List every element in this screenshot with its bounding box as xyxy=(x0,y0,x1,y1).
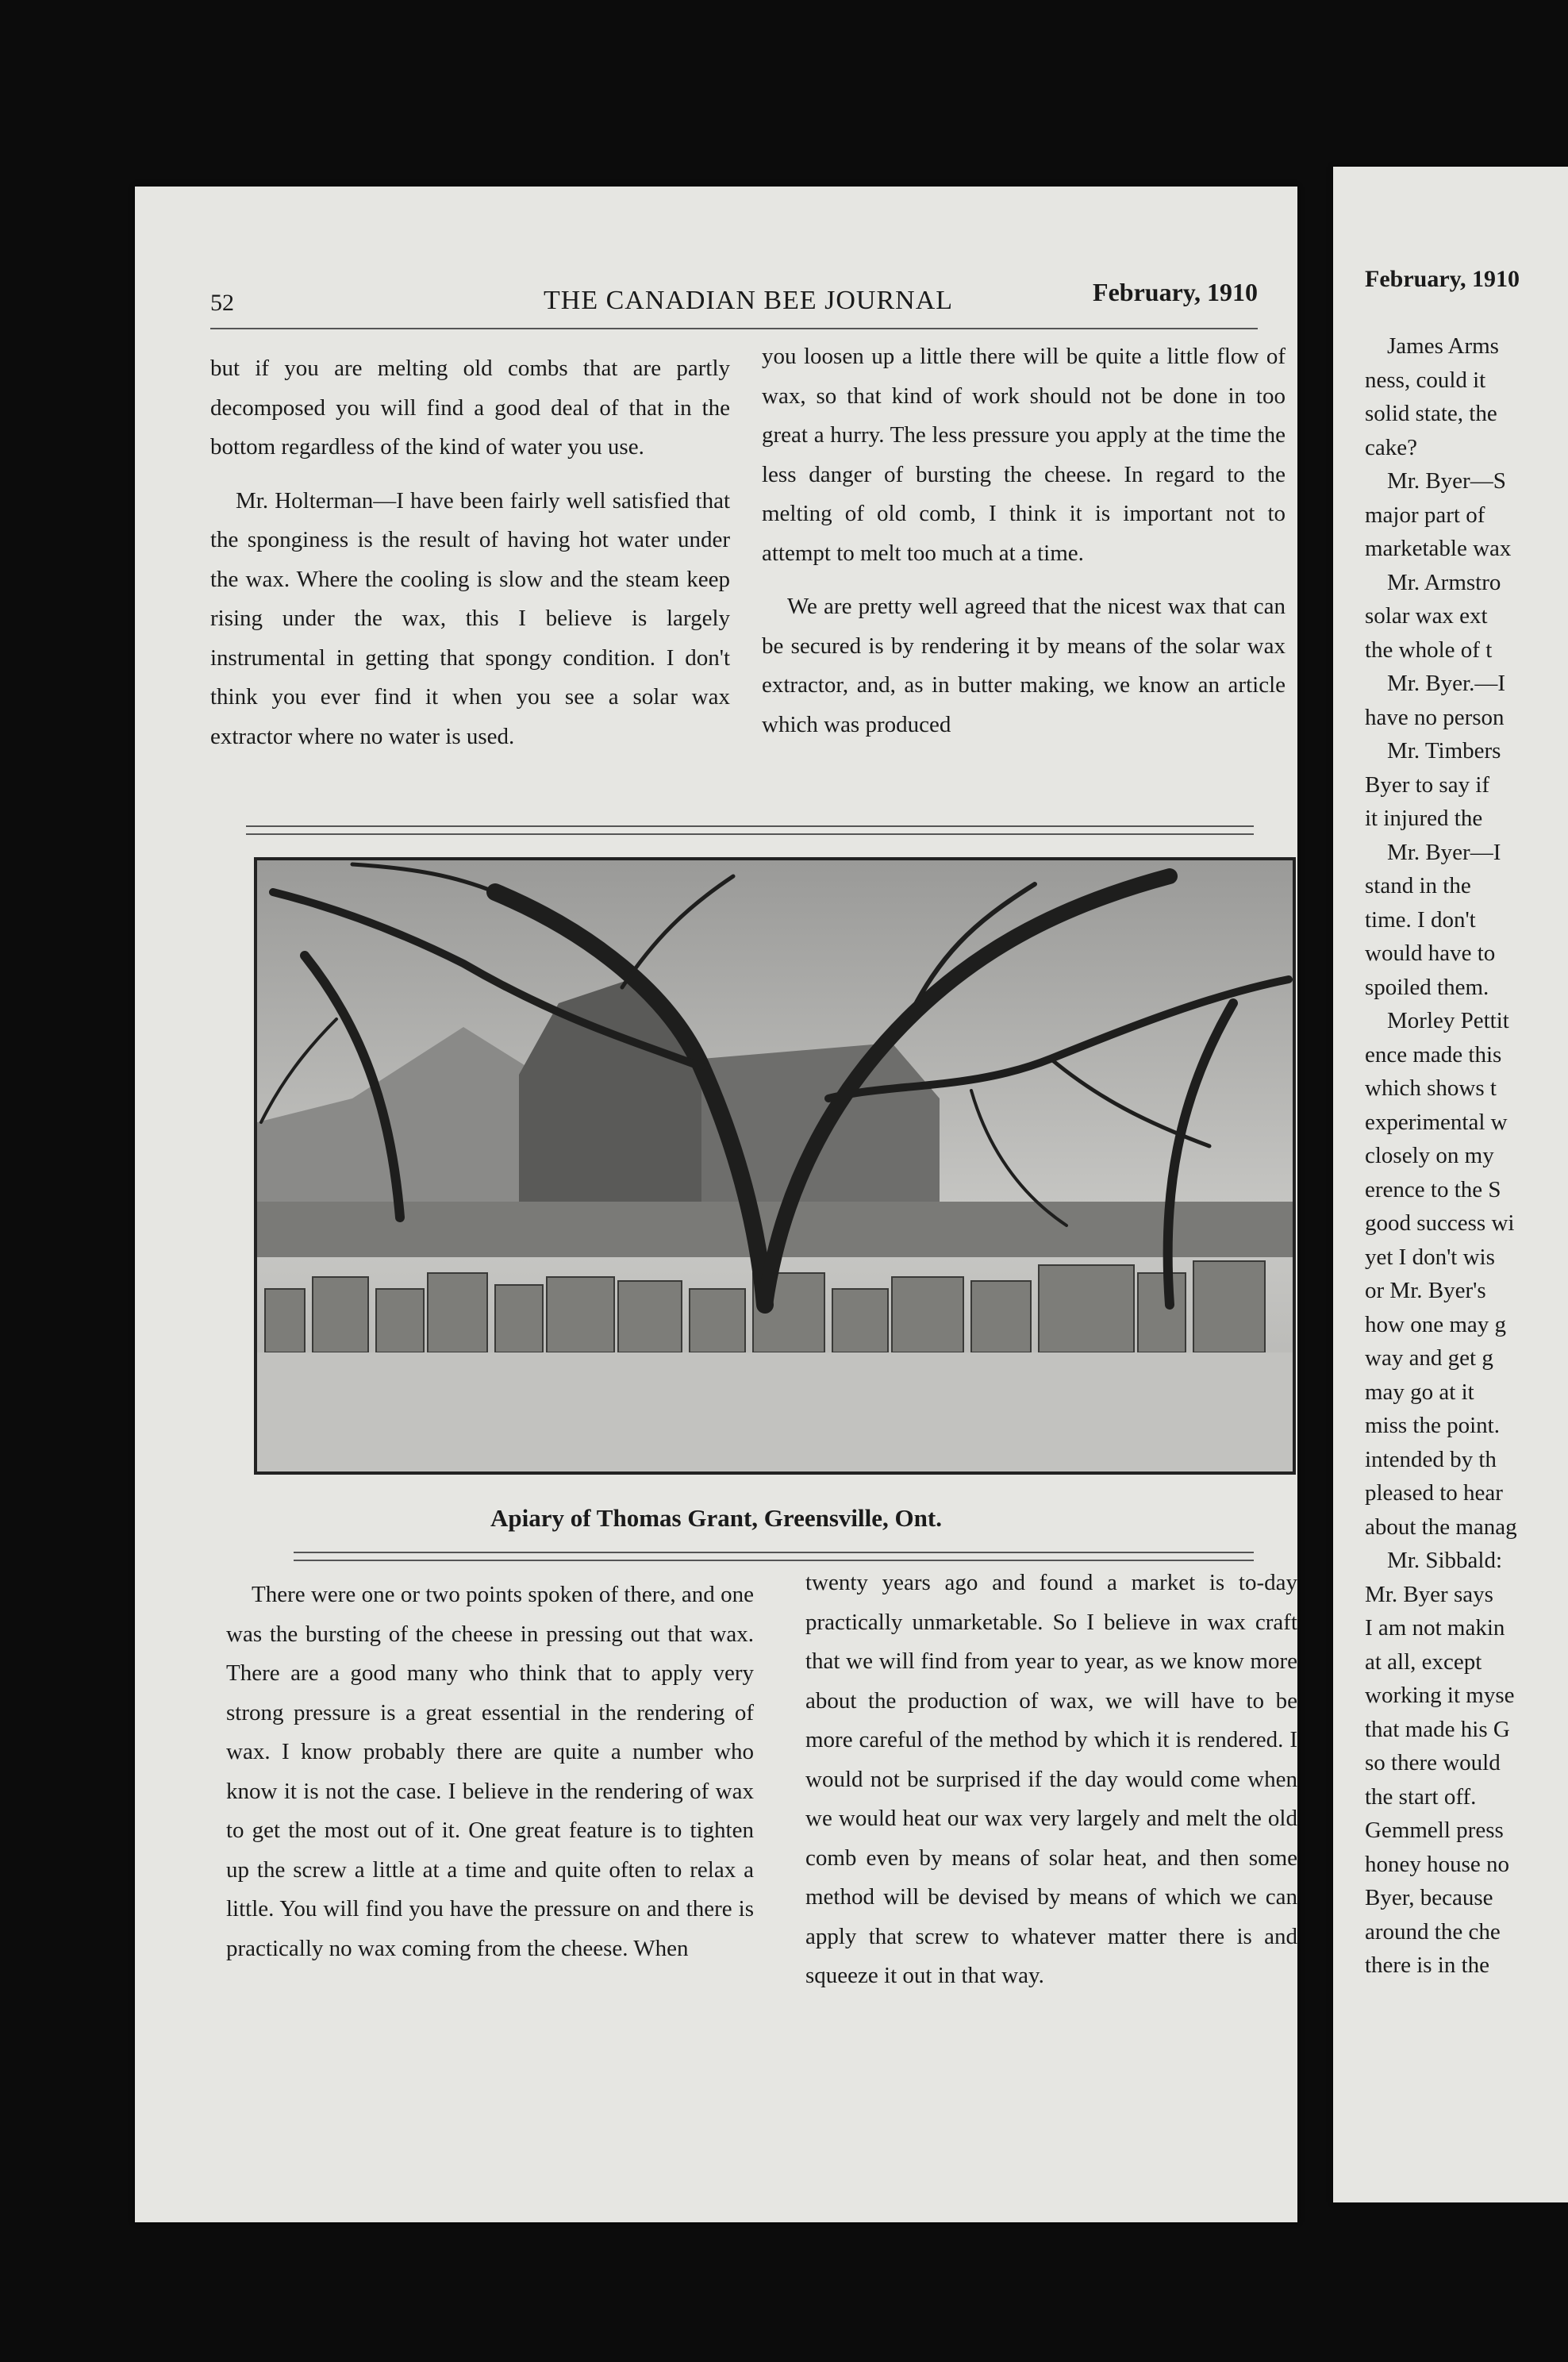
left-page xyxy=(135,187,1297,2222)
right-page-line: the whole of t xyxy=(1365,637,1493,663)
right-page-line: how one may g xyxy=(1365,1311,1506,1337)
right-page-line: I am not makin xyxy=(1365,1615,1505,1641)
caption-rule xyxy=(294,1560,1254,1561)
apiary-photo xyxy=(254,857,1296,1475)
right-page-line: ness, could it xyxy=(1365,367,1486,393)
right-page-line: may go at it xyxy=(1365,1379,1474,1405)
right-page-line: would have to xyxy=(1365,941,1496,966)
page-header xyxy=(210,278,1258,325)
right-page-line: experimental w xyxy=(1365,1109,1508,1135)
paragraph: There were one or two points spoken of there, and one was the bursting of the cheese in pressing out that wax. There are a good many who think that to apply very strong pressure is a great essential in the rendering of wax. I know probably there are quite a number who know it is not the case. I believe in the rendering of wax to get the most out of it. One great feature is to tighten up the screw a little at a time and quite often to relax a little. You will find you have the pressure on and there is practically no wax coming from the cheese. When xyxy=(226,1582,754,1961)
right-page-line: ence made this xyxy=(1365,1041,1502,1068)
right-page-line: Morley Pettit xyxy=(1387,1008,1509,1033)
right-page-line: it injured the xyxy=(1365,806,1483,831)
photo-caption: Apiary of Thomas Grant, Greensville, Ont. xyxy=(490,1504,942,1532)
right-page-line: cake? xyxy=(1365,434,1417,460)
right-page-line: erence to the S xyxy=(1365,1176,1501,1202)
right-page-line: working it myse xyxy=(1365,1683,1515,1708)
paragraph: Mr. Holterman—I have been fairly well satisfied that the sponginess is the result of having hot water under the wax. Where the cooling is slow and the steam keep rising under the wax, this I believe is largely instrumental in getting that spongy condition. I don't think you ever find it when you see a solar wax extractor where no water is used. xyxy=(210,487,730,749)
right-page-line: that made his G xyxy=(1365,1716,1510,1742)
paragraph: twenty years ago and found a market is to-day practically unmarketable. So I believe in wax craft that we will find from year to year, as we know more about the production of wax, we will have to be more careful of the method by which it is rendered. I would not be surprised if the day would come when we would heat our wax very largely and melt the old comb even by means of solar heat, and then some method will be devised by means of which we can apply that screw to whatever matter there is and squeeze it out in that way. xyxy=(805,1570,1297,1988)
right-page-line: pleased to hear xyxy=(1365,1480,1503,1506)
right-page-line: closely on my xyxy=(1365,1143,1494,1168)
right-page xyxy=(1333,167,1568,2202)
right-page-line: at all, except xyxy=(1365,1648,1482,1675)
paragraph: you loosen up a little there will be quite a little flow of wax, so that kind of work should not be done in too great a hurry. The less pressure you apply at the time the less danger of bursting the cheese. In regard to the melting of old comb, I think it is important not to attempt to melt too much at a time. xyxy=(762,344,1286,566)
right-issue-date: February, 1910 xyxy=(1365,266,1520,292)
right-page-line: intended by th xyxy=(1365,1446,1497,1472)
right-page-line: spoiled them. xyxy=(1365,974,1489,1000)
right-page-line: which shows t xyxy=(1365,1075,1497,1101)
right-page-line: around the che xyxy=(1365,1918,1501,1945)
right-page-line: major part of xyxy=(1365,502,1485,528)
bottom-left-column xyxy=(226,1575,754,1968)
right-page-line: Mr. Timbers xyxy=(1387,738,1501,764)
right-page-line: solid state, the xyxy=(1365,401,1497,426)
right-page-line: solar wax ext xyxy=(1365,603,1488,629)
right-page-line: so there would xyxy=(1365,1750,1501,1775)
issue-date: February, 1910 xyxy=(1093,278,1258,306)
right-page-line: or Mr. Byer's xyxy=(1365,1278,1486,1303)
journal-title: THE CANADIAN BEE JOURNAL xyxy=(544,286,954,315)
right-page-line: honey house no xyxy=(1365,1851,1510,1877)
right-page-line: Mr. Sibbald: xyxy=(1387,1548,1503,1573)
right-page-line: have no person xyxy=(1365,704,1505,730)
right-page-column xyxy=(1365,329,1568,1983)
header-rule xyxy=(210,328,1258,329)
right-page-line: Mr. Byer.—I xyxy=(1387,671,1506,696)
bottom-right-column xyxy=(805,1564,1297,1996)
page-number: 52 xyxy=(210,290,234,316)
section-rule xyxy=(246,825,1254,827)
apiary-photo-image xyxy=(257,860,1293,1471)
right-page-line: marketable wax xyxy=(1365,536,1512,561)
right-page-line: about the manag xyxy=(1365,1514,1517,1540)
section-rule xyxy=(246,833,1254,835)
paragraph: We are pretty well agreed that the nicest wax that can be secured is by rendering it by means of the solar wax extractor, and, as in butter making, we know an article which was produced xyxy=(762,594,1286,737)
top-right-column xyxy=(762,337,1286,744)
right-page-line: Mr. Byer says xyxy=(1365,1581,1493,1607)
right-page-line: good success wi xyxy=(1365,1210,1515,1236)
right-page-line: stand in the xyxy=(1365,873,1471,898)
right-page-line: Mr. Armstro xyxy=(1387,569,1501,595)
right-page-line: Byer to say if xyxy=(1365,771,1490,798)
right-page-line: time. I don't xyxy=(1365,906,1476,933)
paragraph: but if you are melting old combs that are partly decomposed you will find a good deal of that in the bottom regardless of the kind of water you use. xyxy=(210,356,730,460)
right-page-line: Gemmell press xyxy=(1365,1818,1504,1843)
right-page-line: James Arms xyxy=(1387,333,1499,359)
right-page-line: there is in the xyxy=(1365,1952,1490,1978)
right-page-line: the start off. xyxy=(1365,1783,1477,1810)
right-page-line: way and get g xyxy=(1365,1345,1493,1371)
top-left-column xyxy=(210,349,730,756)
right-page-line: Mr. Byer—S xyxy=(1387,468,1506,494)
right-page-line: miss the point. xyxy=(1365,1413,1500,1438)
right-page-line: yet I don't wis xyxy=(1365,1244,1495,1270)
caption-rule xyxy=(294,1552,1254,1553)
right-page-line: Byer, because xyxy=(1365,1885,1493,1910)
right-page-line: Mr. Byer—I xyxy=(1387,839,1501,865)
